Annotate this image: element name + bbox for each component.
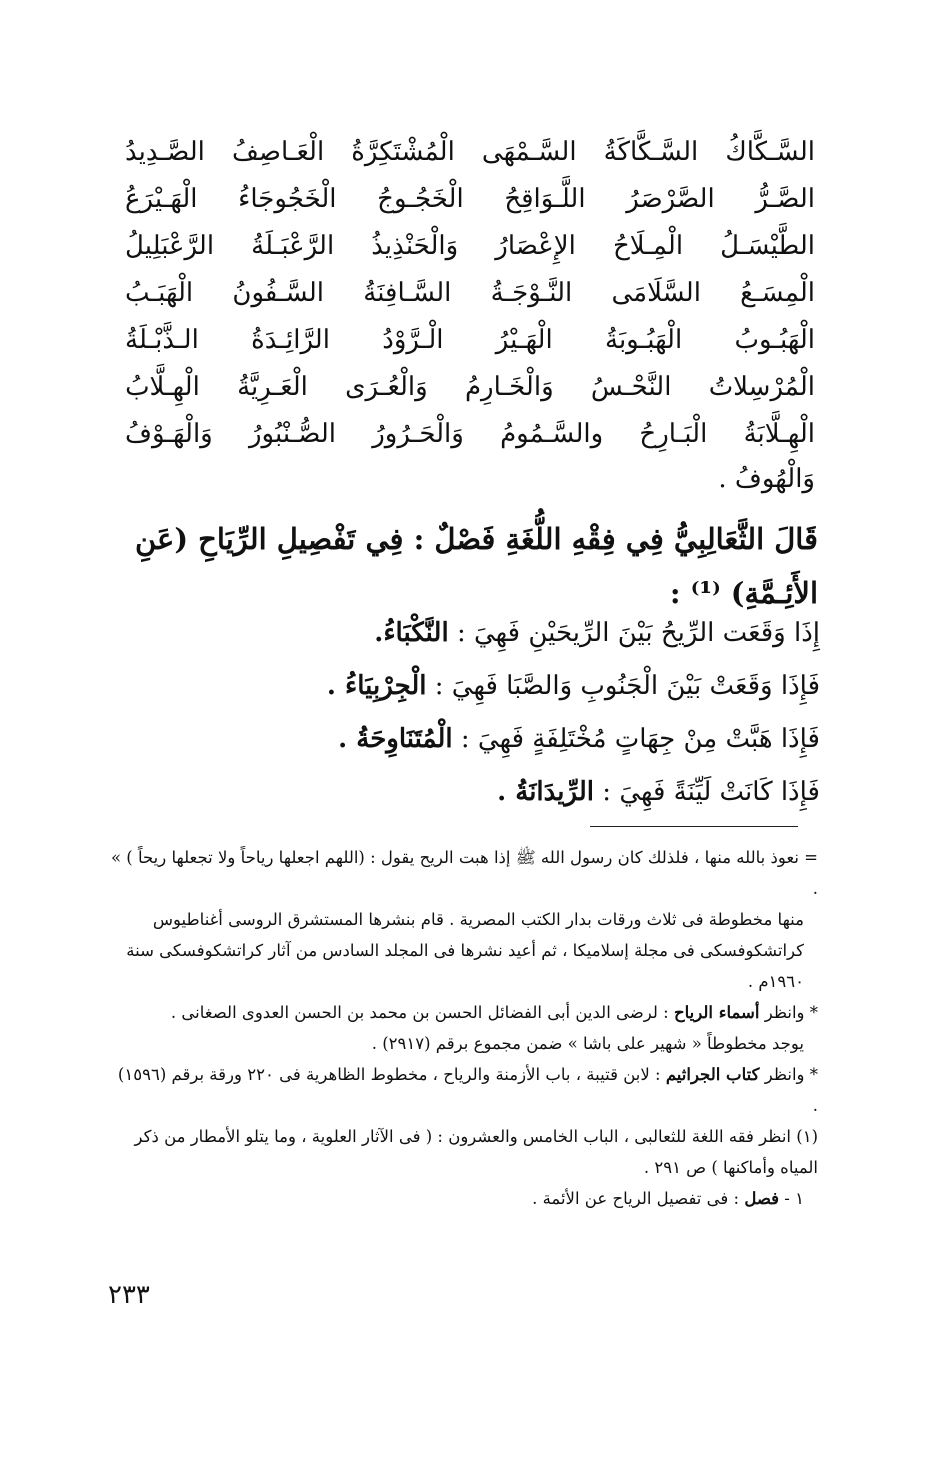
definition-line	[240, 777, 820, 830]
wind-name: وَالْخَـارِمُ	[464, 371, 554, 402]
definition-text: فَإِذَا هَبَّتْ مِنْ جِهَاتٍ مُخْتَلِفَةٍ فَهِيَ :	[452, 724, 820, 754]
definition-line	[240, 618, 820, 671]
footnote-text: : فى تفصيل الرياح عن الأئمة .	[532, 1189, 745, 1208]
footnote	[110, 1028, 818, 1059]
wind-name: الرَّعْبَلِيلُ	[125, 230, 215, 261]
definition-line	[240, 724, 820, 777]
footnotes	[110, 842, 818, 1214]
wind-name: السَّـفُونُ	[232, 277, 325, 308]
wind-name: الْخَجُوجَاءُ	[238, 183, 337, 214]
wind-name: وَالْعُـرَى	[345, 371, 428, 402]
footnote-separator	[590, 826, 798, 827]
wind-name: الْهَـيْرُ	[495, 324, 553, 355]
page-number: ٢٣٣	[108, 1280, 150, 1310]
wind-names-row	[125, 222, 815, 269]
wind-name: الصَّـدِيدُ	[125, 136, 205, 167]
footnote-title: كتاب الجراثيم	[665, 1065, 760, 1084]
wind-names-row	[125, 363, 815, 410]
footnote-text: يوجد مخطوطاً « شهير على باشا » ضمن مجموع برقم (٢٩١٧) .	[371, 1034, 804, 1053]
wind-name: النَّحْـسُ	[590, 371, 672, 402]
wind-name: الصُّـنْبُورُ	[248, 418, 336, 449]
footnote	[110, 1121, 818, 1183]
wind-name: السَّـكَّاكُ	[725, 136, 815, 167]
wind-name: الْهَـيْرَعُ	[125, 183, 198, 214]
wind-name: الصَّـرُّ	[755, 183, 815, 214]
wind-name: الْبَـارِحُ	[639, 418, 708, 449]
wind-name: الْهِـلَّابَةُ	[743, 418, 815, 449]
wind-name: الإِعْصَارُ	[495, 230, 576, 261]
definition-term: الْمُتَنَاوِحَةُ .	[338, 724, 453, 754]
wind-definitions	[240, 618, 820, 830]
footnote	[110, 904, 818, 997]
footnote-lead: * وانظر	[759, 1003, 818, 1022]
wind-name: اللَّـوَاقِحُ	[504, 183, 586, 214]
definition-text: فَإِذَا وَقَعَتْ بَيْنَ الْجَنُوبِ وَالصَّبَا فَهِيَ :	[426, 671, 820, 701]
wind-name: الْهَبُـوبُ	[734, 324, 815, 355]
definition-text: إِذَا وَقَعَت الرِّيحُ بَيْنَ الرِّيحَيْنِ فَهِيَ :	[448, 618, 820, 648]
wind-name: الرَّائِـدَةُ	[251, 324, 330, 355]
section-heading: قَالَ الثَّعَالِبِيُّ فِي فِقْهِ اللُّغَةِ فَصْلٌ : فِي تَفْصِيلِ الرِّيَاحِ (عَنِ الأَئِـمَّةِ) ⁽¹⁾ :	[134, 522, 818, 610]
wind-name: السَّـافِنَةُ	[363, 277, 452, 308]
footnote	[110, 997, 818, 1028]
wind-name-last: وَالْهُوفُ .	[718, 464, 815, 494]
wind-names-row	[125, 316, 815, 363]
wind-name: الرَّعْبَـلَةُ	[251, 230, 335, 261]
wind-name: وَالْحَـرُورُ	[372, 418, 464, 449]
footnote-lead: * وانظر	[759, 1065, 818, 1084]
wind-name: الْمُشْتَكِرَّةُ	[351, 136, 455, 167]
wind-name: النَّـوْجَـةُ	[490, 277, 573, 308]
definition-term: الْجِرْبِيَاءُ .	[326, 671, 427, 701]
definition-term: النَّكْبَاءُ.	[374, 618, 449, 648]
wind-name: السَّـمْهَى	[481, 136, 577, 167]
footnote-text: = نعوذ بالله منها ، فلذلك كان رسول الله ﷺ إذا هبت الريح يقول : (اللهم اجعلها رياحاً ولا تجعلها ريحاً ) » .	[110, 848, 818, 898]
definition-line	[240, 671, 820, 724]
footnote-text: : لابن قتيبة ، باب الأزمنة والرياح ، مخطوط الظاهرية فى ٢٢٠ ورقة برقم (١٥٩٦) .	[117, 1065, 818, 1115]
wind-name: الطَّيْسَـلُ	[720, 230, 815, 261]
wind-name: الْهَبُـوبَةُ	[605, 324, 683, 355]
wind-name: وَالْحَنْذِيذُ	[371, 230, 459, 261]
footnote-lead: ١ -	[779, 1189, 804, 1208]
wind-name: الْعَـاصِفُ	[231, 136, 325, 167]
wind-name: الْعَـرِيَّةُ	[237, 371, 308, 402]
wind-name: الـذَّبْـلَةُ	[125, 324, 199, 355]
wind-name: السَّلَامَى	[611, 277, 701, 308]
definition-term: الرِّيدَانَةُ .	[497, 777, 595, 807]
wind-name: الْـرَّوْدُ	[382, 324, 444, 355]
footnote-title: أسماء الرياح	[674, 1003, 760, 1022]
wind-names-row	[125, 410, 815, 457]
wind-name: وَالْهَـوْفُ	[125, 418, 213, 449]
wind-name: الصَّرْصَرُ	[626, 183, 715, 214]
footnote-title: فصل	[744, 1189, 780, 1208]
wind-name: الْمِـلَاحُ	[612, 230, 684, 261]
wind-name: الْمُرْسِلاتُ	[708, 371, 815, 402]
footnote-text: : لرضى الدين أبى الفضائل الحسن بن محمد بن الحسن العدوى الصغانى .	[170, 1003, 674, 1022]
wind-name: الْهَبَـبُ	[125, 277, 194, 308]
wind-name: الْهِـلَّابُ	[125, 371, 200, 402]
footnote-text: (١) انظر فقه اللغة للثعالبى ، الباب الخامس والعشرون : ( فى الآثار العلوية ، وما يتلو الأمطار من ذكر المياه وأماكنها ) ص ٢٩١ .	[134, 1127, 818, 1177]
wind-name: الْمِسَـعُ	[740, 277, 815, 308]
wind-name: الْخَجُـوجُ	[377, 183, 464, 214]
definition-text: فَإِذَا كَانَتْ لَيِّنَةً فَهِيَ :	[594, 777, 820, 807]
footnote	[110, 842, 818, 904]
wind-names-row	[125, 269, 815, 316]
wind-names-row	[125, 128, 815, 175]
footnote-text: منها مخطوطة فى ثلاث ورقات بدار الكتب المصرية . قام بنشرها المستشرق الروسى أغناطيوس كراتشكوفسكى فى مجلة إسلاميكا ، ثم أعيد نشرها فى المجلد السادس من آثار كراتشكوفسكى سنة ١٩٦٠م .	[126, 910, 804, 991]
wind-name: السَّـكَّاكَةُ	[603, 136, 699, 167]
wind-names-row	[125, 175, 815, 222]
wind-names-list	[125, 128, 815, 457]
footnote	[110, 1183, 818, 1214]
footnote	[110, 1059, 818, 1121]
wind-name: والسَّـمُومُ	[500, 418, 604, 449]
